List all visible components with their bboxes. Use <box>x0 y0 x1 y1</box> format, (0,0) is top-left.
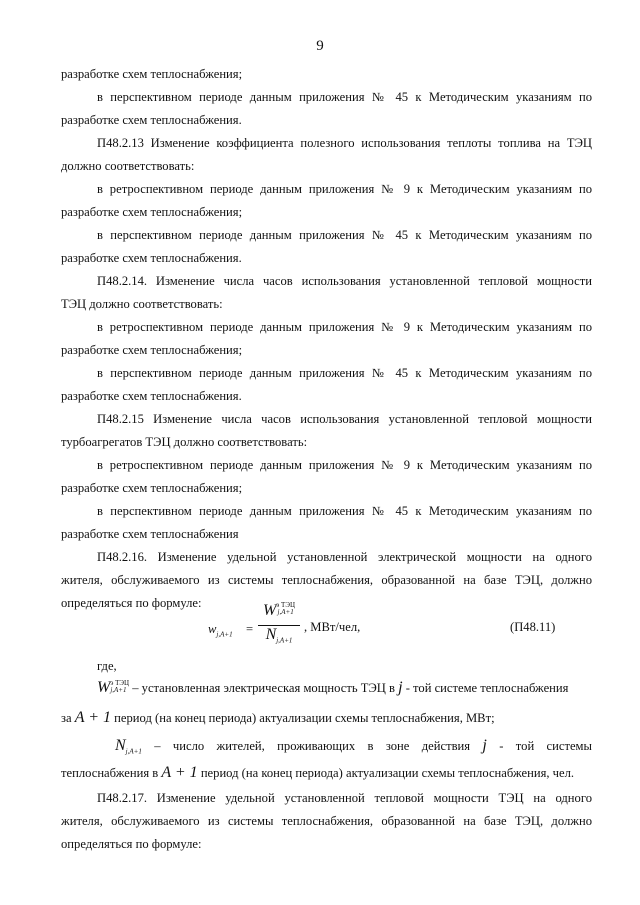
text-line: разработке схем теплоснабжения; <box>61 205 243 219</box>
section-heading: П48.2.16. Изменение удельной установленной электрической мощности на одного <box>97 550 592 564</box>
text-line: разработке схем теплоснабжения; <box>61 481 243 495</box>
text-line: ТЭЦ должно соответствовать: <box>61 297 223 311</box>
definition-w: W э ТЭЦ j,A+1 – установленная электрическая мощность ТЭЦ в j - той системе теплоснабжения <box>97 679 569 696</box>
text-line: в перспективном периоде данным приложения № 45 к Методическим указаниям по <box>97 90 592 104</box>
definition-n: $N_{j,A+1}$ – число жителей, проживающих в зоне действия j - той системы <box>115 737 592 756</box>
formula-denominator: $N_{j,A+1}$ <box>265 626 293 645</box>
text-line: жителя, обслуживаемого из системы теплоснабжения, образованной на базе ТЭЦ, должно <box>61 814 592 828</box>
text-line: разработке схем теплоснабжения. <box>61 389 242 403</box>
formula-lhs: $w_{j,A+1}$ <box>208 622 233 639</box>
text-line: определяться по формуле: <box>61 596 202 610</box>
text-line: в ретроспективном периоде данным приложения № 9 к Методическим указаниям по <box>97 320 592 334</box>
definition-n-cont: теплоснабжения в A + 1 период (на конец периода) актуализации схемы теплоснабжения, чел. <box>61 764 575 781</box>
text-line: в перспективном периоде данным приложения № 45 к Методическим указаниям по <box>97 504 592 518</box>
section-heading: П48.2.15 Изменение числа часов использования установленной тепловой мощности <box>97 412 592 426</box>
text-line: в ретроспективном периоде данным приложения № 9 к Методическим указаниям по <box>97 182 592 196</box>
text-line: определяться по формуле: <box>61 837 202 851</box>
formula-numerator: W э ТЭЦ j,A+1 <box>262 601 296 619</box>
text-line: жителя, обслуживаемого из системы теплоснабжения, образованной на базе ТЭЦ, должно <box>61 573 592 587</box>
text-line: турбоагрегатов ТЭЦ должно соответствовать: <box>61 435 308 449</box>
where-label: где, <box>97 659 117 673</box>
formula-unit: , МВт/чел, <box>304 620 361 634</box>
section-heading: П48.2.17. Изменение удельной установленной тепловой мощности ТЭЦ на одного <box>97 791 592 805</box>
formula-p48-11 <box>200 600 600 660</box>
text-line: разработке схем теплоснабжения; <box>61 343 243 357</box>
formula-label: (П48.11) <box>510 620 556 634</box>
definition-w-cont: за A + 1 период (на конец периода) актуализации схемы теплоснабжения, МВт; <box>61 709 495 726</box>
text-line: разработке схем теплоснабжения <box>61 527 239 541</box>
text-line: разработке схем теплоснабжения. <box>61 251 242 265</box>
text-line: в перспективном периоде данным приложения № 45 к Методическим указаниям по <box>97 366 592 380</box>
text-line: должно соответствовать: <box>61 159 195 173</box>
section-heading: П48.2.13 Изменение коэффициента полезного использования теплоты топлива на ТЭЦ <box>97 136 592 150</box>
text-line: в ретроспективном периоде данным приложения № 9 к Методическим указаниям по <box>97 458 592 472</box>
page-number: 9 <box>316 38 324 54</box>
text-line: разработке схем теплоснабжения; <box>61 67 243 81</box>
equals-sign: = <box>246 622 254 636</box>
section-heading: П48.2.14. Изменение числа часов использования установленной тепловой мощности <box>97 274 592 288</box>
text-line: разработке схем теплоснабжения. <box>61 113 242 127</box>
text-line: в перспективном периоде данным приложения № 45 к Методическим указаниям по <box>97 228 592 242</box>
